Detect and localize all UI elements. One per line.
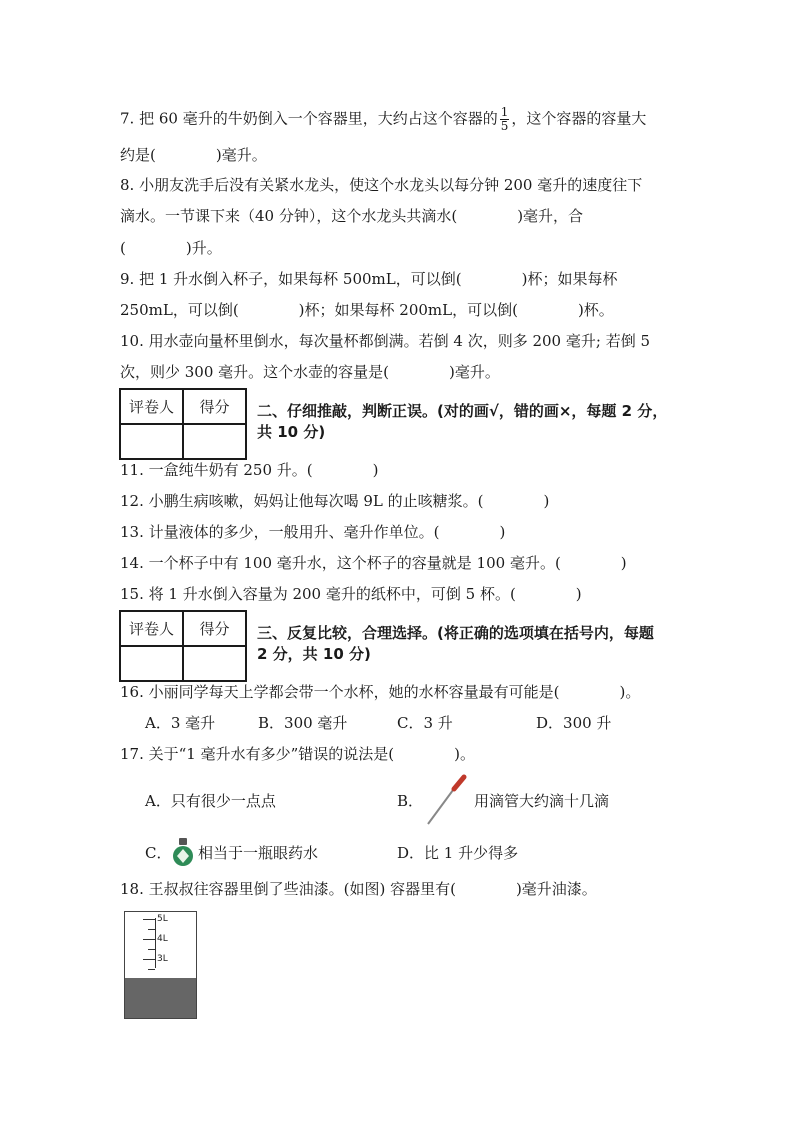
eye-drop-bottle-icon [171, 837, 195, 867]
q17-option-d: D．比 1 升少得多 [397, 844, 519, 862]
question-11: 11. 一盒纯牛奶有 250 升。( ) [120, 461, 379, 479]
score-table-grader-cell[interactable] [120, 646, 183, 681]
fraction-one-fifth: $\frac{1}{5}$ [500, 105, 509, 133]
question-16-stem: 16. 小丽同学每天上学都会带一个水杯，她的水杯容量最有可能是( )。 [120, 683, 641, 701]
question-9-line2: 250mL，可以倒( )杯；如果每杯 200mL，可以倒( )杯。 [120, 301, 614, 319]
tick-4l [143, 939, 155, 940]
score-table-grader-cell[interactable] [120, 424, 183, 459]
paint-fill [125, 978, 196, 1018]
q16-option-a: A．3 毫升 [145, 714, 216, 732]
q16-option-b: B．300 毫升 [258, 714, 348, 732]
dropper-icon [426, 774, 470, 826]
measuring-container-figure [124, 911, 197, 1019]
question-10-line1: 10. 用水壶向量杯里倒水，每次量杯都倒满。若倒 4 次，则多 200 毫升; 若倒 5 [120, 332, 651, 350]
q17-option-c-label: C． [145, 844, 172, 862]
score-table-score-header: 得分 [183, 611, 246, 646]
question-10-line2: 次，则少 300 毫升。这个水壶的容量是( )毫升。 [120, 363, 500, 381]
tick-5l [143, 919, 155, 920]
label-3l: 3L [157, 954, 168, 964]
question-7-line2: 约是( )毫升。 [120, 146, 267, 164]
question-15: 15. 将 1 升水倒入容量为 200 毫升的纸杯中，可倒 5 杯。( ) [120, 585, 582, 603]
label-5l: 5L [157, 914, 168, 924]
question-14: 14. 一个杯子中有 100 毫升水，这个杯子的容量就是 100 毫升。( ) [120, 554, 627, 572]
question-8-line3: ( )升。 [120, 239, 222, 257]
q17-option-b-text: 用滴管大约滴十几滴 [474, 792, 610, 810]
question-13: 13. 计量液体的多少，一般用升、毫升作单位。( ) [120, 523, 506, 541]
q17-option-b-label: B． [397, 792, 424, 810]
question-12: 12. 小鹏生病咳嗽，妈妈让他每次喝 9L 的止咳糖浆。( ) [120, 492, 550, 510]
q16-option-d: D．300 升 [536, 714, 612, 732]
score-table-score-cell[interactable] [183, 424, 246, 459]
score-table-grader-header: 评卷人 [120, 611, 183, 646]
tick-3l [143, 959, 155, 960]
question-7-line1 [120, 106, 646, 133]
question-17-stem: 17. 关于“1 毫升水有多少”错误的说法是( )。 [120, 745, 475, 763]
score-table-score-cell[interactable] [183, 646, 246, 681]
score-table-grader-header: 评卷人 [120, 389, 183, 424]
section-2-title-line1: 二、仔细推敲，判断正误。(对的画√，错的画×，每题 2 分， [257, 402, 668, 420]
question-9-line1: 9. 把 1 升水倒入杯子，如果每杯 500mL，可以倒( )杯；如果每杯 [120, 270, 618, 288]
question-8-line1: 8. 小朋友洗手后没有关紧水龙头，使这个水龙头以每分钟 200 毫升的速度往下 [120, 176, 643, 194]
section-2-title-line2: 共 10 分) [257, 423, 326, 441]
q16-option-c: C．3 升 [397, 714, 453, 732]
score-table-score-header: 得分 [183, 389, 246, 424]
q17-option-c-text: 相当于一瓶眼药水 [198, 844, 319, 862]
label-4l: 4L [157, 934, 168, 944]
score-table-section-2 [119, 388, 247, 460]
q17-option-a: A．只有很少一点点 [145, 792, 276, 810]
question-18-stem: 18. 王叔叔往容器里倒了些油漆。(如图) 容器里有( )毫升油漆。 [120, 880, 597, 898]
q7-text-after: ，这个容器的容量大 [511, 109, 647, 128]
section-3-title-line2: 2 分，共 10 分) [257, 645, 371, 663]
score-table-section-3 [119, 610, 247, 682]
question-8-line2: 滴水。一节课下来（40 分钟），这个水龙头共滴水( )毫升，合 [120, 207, 584, 225]
section-3-title-line1: 三、反复比较，合理选择。(将正确的选项填在括号内，每题 [257, 624, 654, 642]
q7-text-before: 7. 把 60 毫升的牛奶倒入一个容器里，大约占这个容器的 [120, 109, 498, 128]
